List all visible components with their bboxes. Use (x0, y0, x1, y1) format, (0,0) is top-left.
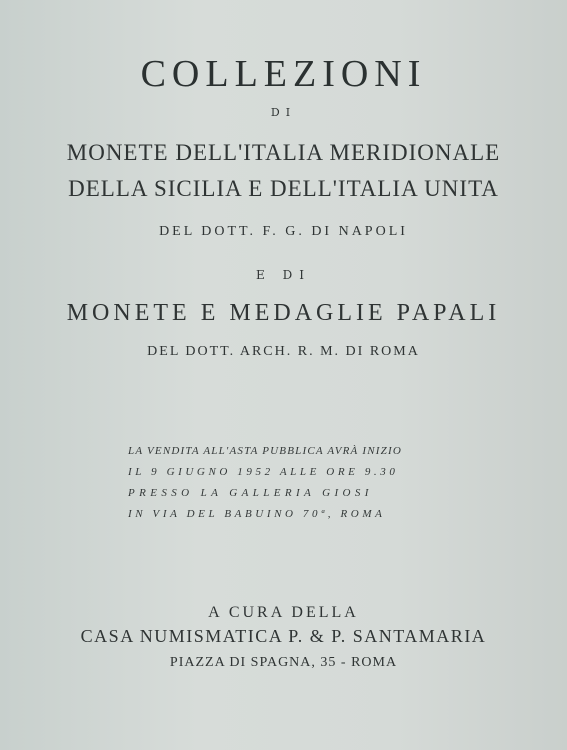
auction-notice-line: IN VIA DEL BABUINO 70ª, ROMA (128, 508, 386, 520)
auction-notice-line: PRESSO LA GALLERIA GIOSI (128, 487, 373, 499)
connector-di: DI (270, 106, 297, 119)
auction-notice (128, 441, 448, 525)
curated-by: A CURA DELLA (208, 604, 359, 621)
auction-notice-line: IL 9 GIUGNO 1952 ALLE ORE 9.30 (128, 466, 399, 478)
collection-subtitle-line-1: MONETE DELL'ITALIA MERIDIONALE (66, 140, 501, 165)
publisher-name: CASA NUMISMATICA P. & P. SANTAMARIA (80, 626, 487, 646)
collection-owner-1: DEL DOTT. F. G. DI NAPOLI (159, 224, 408, 239)
publisher-address: PIAZZA DI SPAGNA, 35 - ROMA (169, 655, 398, 670)
document-title: COLLEZIONI (140, 53, 427, 95)
collection-owner-2: DEL DOTT. ARCH. R. M. DI ROMA (147, 344, 420, 359)
collection-subtitle-line-2: DELLA SICILIA E DELL'ITALIA UNITA (68, 176, 499, 201)
connector-e-di: E DI (256, 268, 311, 282)
collection-subtitle-line-3: MONETE E MEDAGLIE PAPALI (66, 300, 501, 326)
auction-notice-line: LA VENDITA ALL'ASTA PUBBLICA AVRÀ INIZIO (128, 445, 402, 457)
